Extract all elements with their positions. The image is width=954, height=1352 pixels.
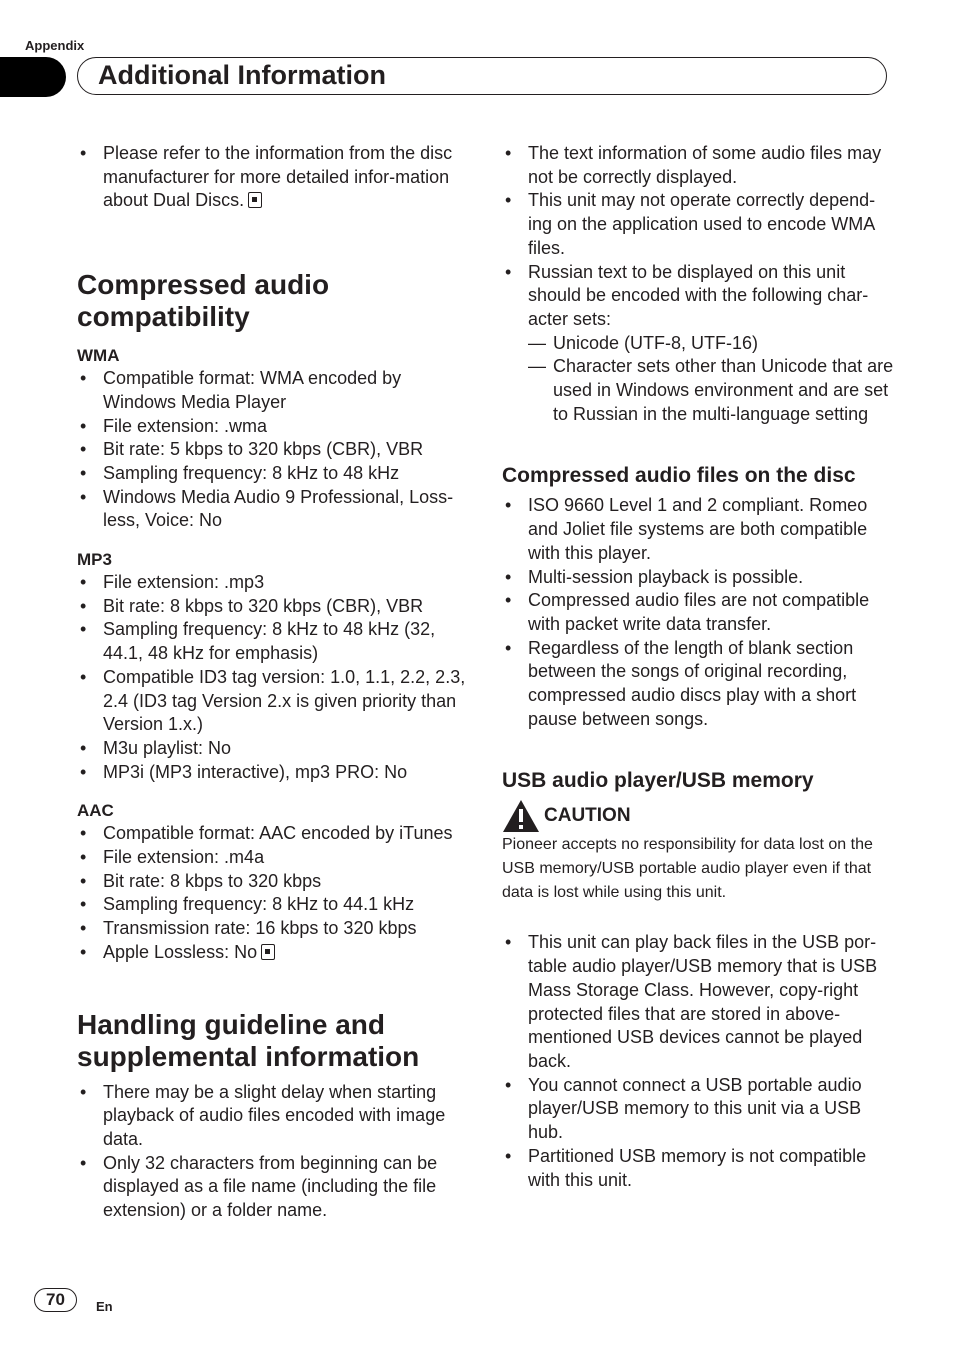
general-notes-list [502, 142, 894, 426]
list-item: • MP3i (MP3 interactive), mp3 PRO: No [77, 761, 472, 785]
list-item: • File extension: .wma [77, 415, 472, 439]
page-number: 70 [34, 1288, 77, 1312]
caution-text: Pioneer accepts no responsibility for data lost on the USB memory/USB portable audio player even if that data is lost while using this unit. [502, 836, 873, 902]
list-item: • Partitioned USB memory is not compatible with this unit. [502, 1145, 894, 1192]
appendix-label: Appendix [25, 38, 85, 53]
list-item [77, 941, 472, 965]
caution-label: CAUTION [544, 805, 631, 827]
sub-list-item: — Character sets other than Unicode that are used in Windows environment and are set to Russian in the multi-language setting [502, 355, 894, 426]
disc-files-heading: Compressed audio files on the disc [502, 464, 856, 488]
list-item: • Windows Media Audio 9 Professional, Loss-less, Voice: No [77, 486, 472, 533]
list-item: • Sampling frequency: 8 kHz to 44.1 kHz [77, 893, 472, 917]
list-item: • Bit rate: 5 kbps to 320 kbps (CBR), VBR [77, 438, 472, 462]
usb-list [502, 931, 894, 1192]
list-item: • Compressed audio files are not compatible with packet write data transfer. [502, 589, 894, 636]
list-item: • Bit rate: 8 kbps to 320 kbps [77, 870, 472, 894]
compressed-audio-heading: Compressed audio compatibility [77, 269, 330, 333]
aac-list [77, 822, 472, 964]
list-item: • ISO 9660 Level 1 and 2 compliant. Romeo and Joliet file systems are both compatible with this player. [502, 494, 894, 565]
end-mark-icon [261, 944, 275, 960]
aac-heading: AAC [77, 801, 114, 821]
list-item-text: Please refer to the information from the disc manufacturer for more detailed infor-mation about Dual Discs. [103, 143, 453, 211]
list-item: • The text information of some audio files may not be correctly displayed. [502, 142, 894, 189]
list-item: • Transmission rate: 16 kbps to 320 kbps [77, 917, 472, 941]
wma-list [77, 367, 472, 533]
list-item: • Regardless of the length of blank section between the songs of original recording, compressed audio discs play with a short pause between songs. [502, 637, 894, 732]
handling-guideline-heading: Handling guideline and supplemental information [77, 1008, 420, 1072]
list-item: • Sampling frequency: 8 kHz to 48 kHz (32, 44.1, 48 kHz for emphasis) [77, 618, 472, 665]
sub-list-item: — Unicode (UTF-8, UTF-16) [502, 332, 894, 356]
list-item: • File extension: .m4a [77, 846, 472, 870]
mp3-heading: MP3 [77, 550, 112, 570]
list-item: • This unit may not operate correctly depend-ing on the application used to encode WMA files. [502, 189, 894, 260]
mp3-list [77, 571, 472, 784]
language-label: En [96, 1299, 113, 1314]
list-item: • Compatible format: AAC encoded by iTunes [77, 822, 472, 846]
usb-heading: USB audio player/USB memory [502, 769, 814, 793]
right-column [502, 142, 894, 1192]
list-item: • M3u playlist: No [77, 737, 472, 761]
section-title: Additional Information [98, 60, 386, 90]
list-item: • Compatible ID3 tag version: 1.0, 1.1, 2.2, 2.3, 2.4 (ID3 tag Version 2.x is given priority than Version 1.x.) [77, 666, 472, 737]
list-item-text: Apple Lossless: No [103, 941, 258, 962]
list-item: • There may be a slight delay when starting playback of audio files encoded with image data. [77, 1081, 472, 1152]
list-item: • This unit can play back files in the USB por-table audio player/USB memory that is USB Mass Storage Class. However, copy-right protected files that are stored in above-mentioned USB devices cannot be played back. [502, 931, 894, 1073]
list-item: • Multi-session playback is possible. [502, 566, 894, 590]
caution-header [502, 799, 894, 833]
handling-list [77, 1081, 472, 1223]
disc-files-list [502, 494, 894, 731]
list-item: • Bit rate: 8 kbps to 320 kbps (CBR), VBR [77, 595, 472, 619]
warning-icon [502, 799, 540, 833]
list-item [77, 142, 472, 213]
list-item: • Sampling frequency: 8 kHz to 48 kHz [77, 462, 472, 486]
list-item: • Only 32 characters from beginning can be displayed as a file name (including the file extension) or a folder name. [77, 1152, 472, 1223]
list-item: • You cannot connect a USB portable audio player/USB memory to this unit via a USB hub. [502, 1074, 894, 1145]
list-item: • File extension: .mp3 [77, 571, 472, 595]
end-mark-icon [248, 192, 262, 208]
left-column [77, 142, 472, 1223]
list-item: • Compatible format: WMA encoded by Windows Media Player [77, 367, 472, 414]
list-item: • Russian text to be displayed on this unit should be encoded with the following char-acter sets: [502, 261, 894, 332]
wma-heading: WMA [77, 346, 120, 366]
section-tab-marker [0, 57, 66, 97]
